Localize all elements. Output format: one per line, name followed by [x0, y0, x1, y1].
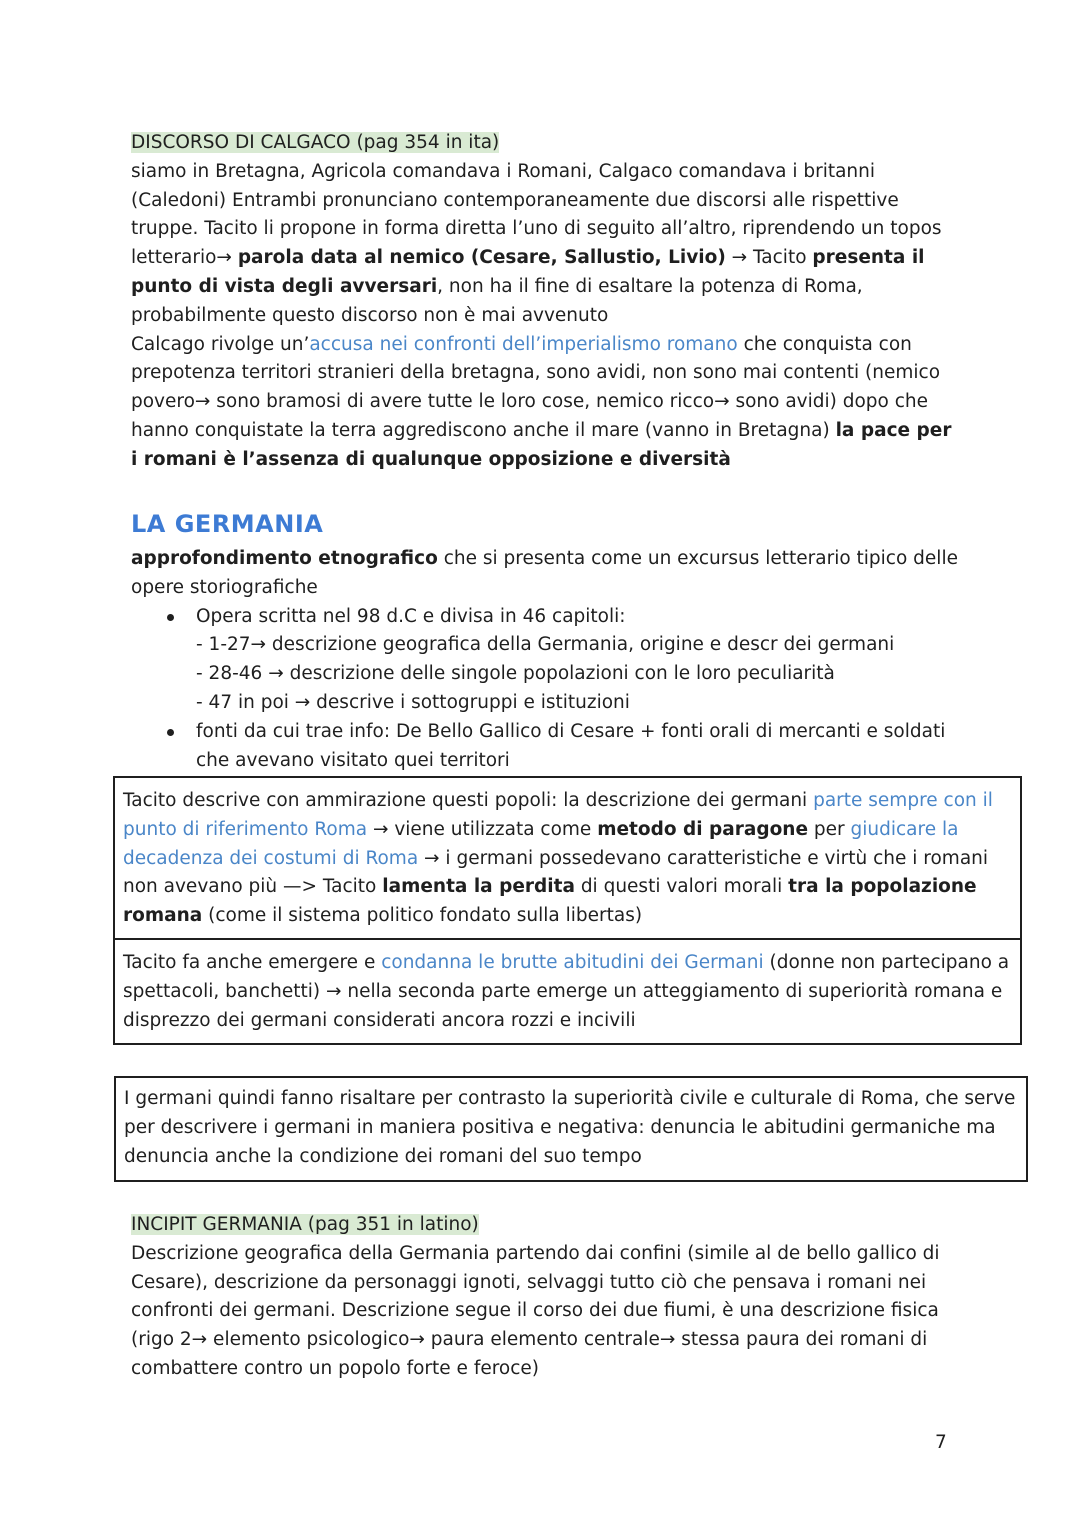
text-run: per [808, 818, 851, 840]
text-run: → Tacito [725, 247, 813, 269]
text-run: che si presenta come un excursus letterario tipico delle opere storiografiche [131, 548, 958, 598]
blue-run: condanna le brutte abitudini dei Germani [381, 952, 764, 973]
sub-item: - 47 in poi → descrive i sottogruppi e istituzioni [196, 691, 630, 713]
bold-run: approfondimento etnografico [131, 548, 438, 569]
bold-run: metodo di paragone [597, 818, 809, 840]
text-run: , non ha il fine di esaltare la potenza di Roma, probabilmente questo discorso non è mai avvenuto [131, 275, 863, 326]
bullet-text: fonti da cui trae info: De Bello Gallico di Cesare + fonti orali di mercanti e soldati che avevano visitato quei territori [196, 720, 946, 771]
ammirazione-box [113, 776, 1022, 1045]
text-run: siamo in Bretagna, Agricola comandava i Romani, Calgaco comandava i britanni (Caledoni) Entrambi pronunciano contemporaneamente due discorsi alle rispettive truppe. Tacito li propone in forma diretta l’uno di seguito all’altro, riprendendo un topos letterario→ [131, 160, 942, 269]
text-run: → viene utilizzata come [367, 818, 598, 840]
germania-heading: LA GERMANIA [131, 510, 324, 538]
condanna-cell [115, 940, 1020, 1035]
text-run: → i germani possedevano caratteristiche e virtù che i romani non avevano più —> Tacito [123, 847, 989, 898]
germania-bullet-list [131, 603, 961, 776]
contrasto-text: I germani quindi fanno risaltare per contrasto la superiorità civile e culturale di Roma, che serve per descrivere i germani in maniera positiva e negativa: denuncia le abitudini germaniche ma denuncia anche la condizione dei romani del suo tempo [124, 1088, 1016, 1167]
calgaco-paragraph-2 [131, 331, 961, 475]
page-number: 7 [935, 1432, 947, 1453]
blue-run: parte sempre con il punto di riferimento Roma [123, 790, 993, 840]
germania-intro [131, 545, 961, 603]
text-run: di questi valori morali [574, 876, 789, 898]
bold-run: presenta il punto di vista degli avversari [131, 247, 925, 297]
bold-run: tra la popolazione romana [123, 876, 977, 927]
bullet-item [131, 718, 961, 776]
bold-run: lamenta la perdita [382, 876, 575, 898]
text-run: che conquista con prepotenza territori stranieri della bretagna, sono avidi, non sono mai contenti (nemico povero→ sono bramosi di avere tutte le loro cose, nemico ricco→ sono avidi) dopo che hanno conquistate la terra aggrediscono anche il mare (vanno in Bretagna) [131, 333, 941, 441]
calgaco-paragraph-1 [131, 158, 961, 331]
contrasto-box [114, 1076, 1028, 1182]
calgaco-title: DISCORSO DI CALGACO (pag 354 in ita) [131, 132, 500, 153]
incipit-title: INCIPIT GERMANIA (pag 351 in latino) [131, 1214, 479, 1235]
bullet-item [131, 603, 961, 718]
text-run: Calcago rivolge un’ [131, 333, 310, 355]
germania-section [131, 545, 961, 775]
text-run: Tacito descrive con ammirazione questi popoli: la descrizione dei germani [123, 790, 814, 811]
incipit-text: Descrizione geografica della Germania partendo dai confini (simile al de bello gallico di Cesare), descrizione da personaggi ignoti, selvaggi tutto ciò che pensava i romani nei confronti dei germani. Descrizione segue il corso dei due fiumi, è una descrizione fisica (rigo 2→ elemento psicologico→ paura elemento centrale→ stessa paura dei romani di combattere contro un popolo forte e feroce) [131, 1242, 940, 1379]
incipit-section [131, 1211, 961, 1384]
text-run: Tacito fa anche emergere e [123, 952, 382, 973]
text-run: (donne non partecipano a spettacoli, banchetti) → nella seconda parte emerge un atteggiamento di superiorità romana e disprezzo dei germani considerati ancora rozzi e incivili [123, 952, 1010, 1031]
text-run: (come il sistema politico fondato sulla libertas) [202, 905, 643, 927]
blue-run: accusa nei confronti dell’imperialismo romano [309, 333, 738, 355]
sub-item: - 1-27→ descrizione geografica della Germania, origine e descr dei germani [196, 634, 895, 656]
ammirazione-cell [115, 778, 1020, 940]
bullet-text: Opera scritta nel 98 d.C e divisa in 46 capitoli: [196, 605, 626, 627]
sub-item: - 28-46 → descrizione delle singole popolazioni con le loro peculiarità [196, 663, 835, 685]
bold-run: parola data al nemico (Cesare, Sallustio, Livio) [237, 247, 726, 269]
blue-run: giudicare la decadenza dei costumi di Roma [123, 818, 959, 869]
calgaco-section [131, 129, 961, 475]
bold-run: la pace per i romani è l’assenza di qualunque opposizione e diversità [131, 419, 952, 470]
